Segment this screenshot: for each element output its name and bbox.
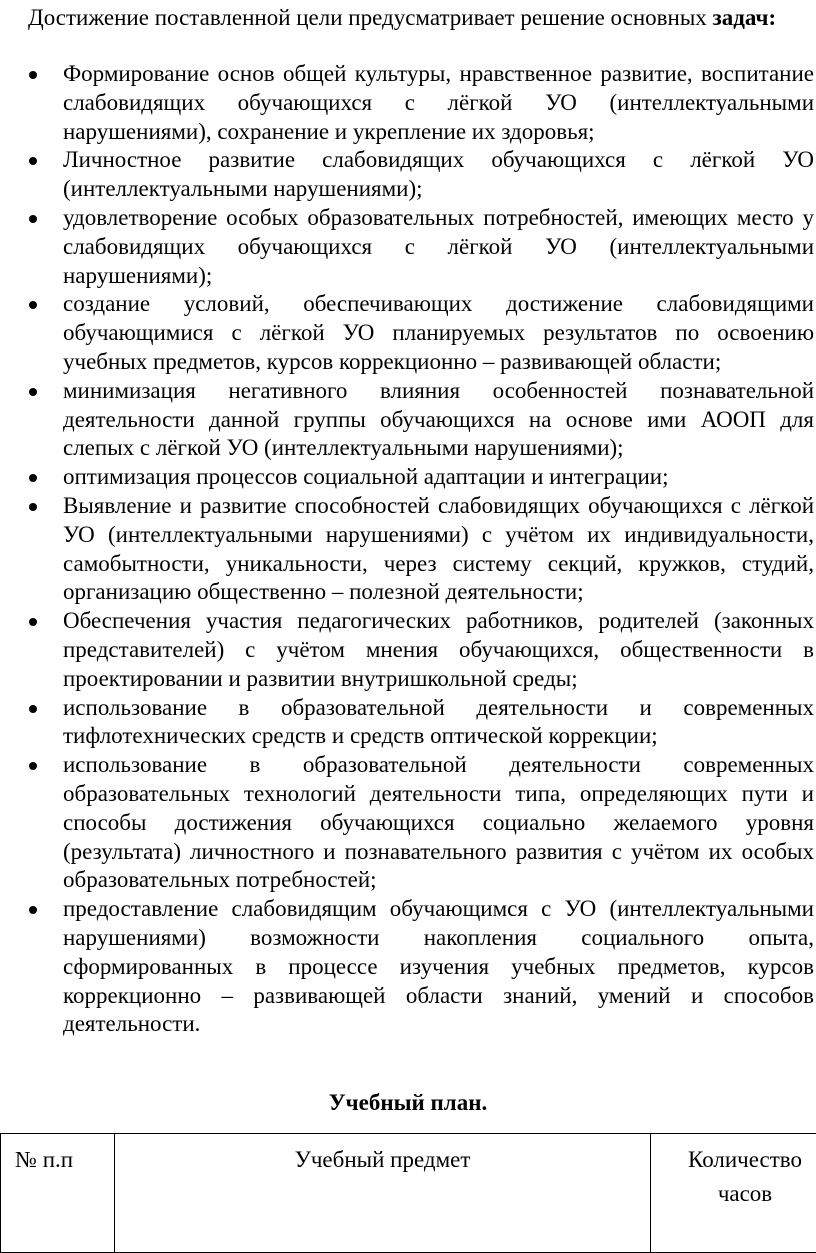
- list-item-text: минимизация негативного влияния особенностей познавательной деятельности данной группы обучающихся на основе ими АООП для слепых с лёгкой УО (интеллектуальными нарушениями);: [63, 378, 814, 461]
- list-item: [0, 694, 816, 752]
- list-item: [0, 146, 816, 204]
- bullet-icon: [29, 388, 37, 396]
- list-item-text: использование в образовательной деятельности и современных тифлотехнических средств и средств оптической коррекции;: [63, 695, 814, 749]
- list-item-text: использование в образовательной деятельности современных образовательных технологий деятельности типа, определяющих пути и способы достижения обучающихся социально желаемого уровня (результата) личностного и познавательного развития с учётом их особых образовательных потребностей;: [63, 752, 814, 892]
- list-item: [0, 751, 816, 895]
- column-header-hours-line1: Количество: [688, 1147, 802, 1172]
- list-item: [0, 60, 816, 146]
- plan-title: Учебный план.: [0, 1088, 816, 1118]
- bullet-icon: [29, 215, 37, 223]
- list-item-text: Личностное развитие слабовидящих обучающихся с лёгкой УО (интеллектуальными нарушениями);: [63, 147, 814, 201]
- column-header-hours-line2: часов: [718, 1181, 772, 1206]
- bullet-icon: [29, 474, 37, 482]
- column-header-hours: [651, 1134, 816, 1253]
- bullet-icon: [29, 906, 37, 914]
- list-item-text: Формирование основ общей культуры, нравственное развитие, воспитание слабовидящих обучающихся с лёгкой УО (интеллектуальными нарушениями), сохранение и укрепление их здоровья;: [63, 61, 814, 144]
- task-list: [0, 60, 816, 1039]
- plan-table: [0, 1133, 816, 1253]
- list-item: [0, 492, 816, 607]
- column-header-number: № п.п: [1, 1134, 115, 1253]
- list-item: [0, 290, 816, 376]
- list-item: [0, 377, 816, 463]
- list-item-text: предоставление слабовидящим обучающимся с УО (интеллектуальными нарушениями) возможности накопления социального опыта, сформированных в процессе изучения учебных предметов, курсов коррекционно – развивающей области знаний, умений и способов деятельности.: [63, 896, 814, 1036]
- bullet-icon: [29, 705, 37, 713]
- intro-bold-word: задач:: [713, 5, 777, 30]
- list-item-text: оптимизация процессов социальной адаптации и интеграции;: [63, 464, 669, 489]
- bullet-icon: [29, 762, 37, 770]
- table-header-row: [1, 1134, 816, 1253]
- bullet-icon: [29, 157, 37, 165]
- intro-text: Достижение поставленной цели предусматривает решение основных: [28, 5, 713, 30]
- bullet-icon: [29, 618, 37, 626]
- list-item-text: Обеспечения участия педагогических работников, родителей (законных представителей) с учётом мнения обучающихся, общественности в проектировании и развитии внутришкольной среды;: [63, 608, 814, 691]
- list-item: [0, 204, 816, 290]
- intro-paragraph: [0, 3, 816, 33]
- column-header-subject: Учебный предмет: [115, 1134, 651, 1253]
- list-item-text: Выявление и развитие способностей слабовидящих обучающихся с лёгкой УО (интеллектуальными нарушениями) с учётом их индивидуальности, самобытности, уникальности, через систему секций, кружков, студий, организацию общественно – полезной деятельности;: [63, 493, 814, 604]
- list-item-text: создание условий, обеспечивающих достижение слабовидящими обучающимися с лёгкой УО планируемых результатов по освоению учебных предметов, курсов коррекционно – развивающей области;: [63, 291, 814, 374]
- bullet-icon: [29, 71, 37, 79]
- list-item: [0, 895, 816, 1039]
- list-item: [0, 463, 816, 492]
- list-item-text: удовлетворение особых образовательных потребностей, имеющих место у слабовидящих обучающихся с лёгкой УО (интеллектуальными нарушениями);: [63, 205, 814, 288]
- bullet-icon: [29, 301, 37, 309]
- list-item: [0, 607, 816, 693]
- bullet-icon: [29, 503, 37, 511]
